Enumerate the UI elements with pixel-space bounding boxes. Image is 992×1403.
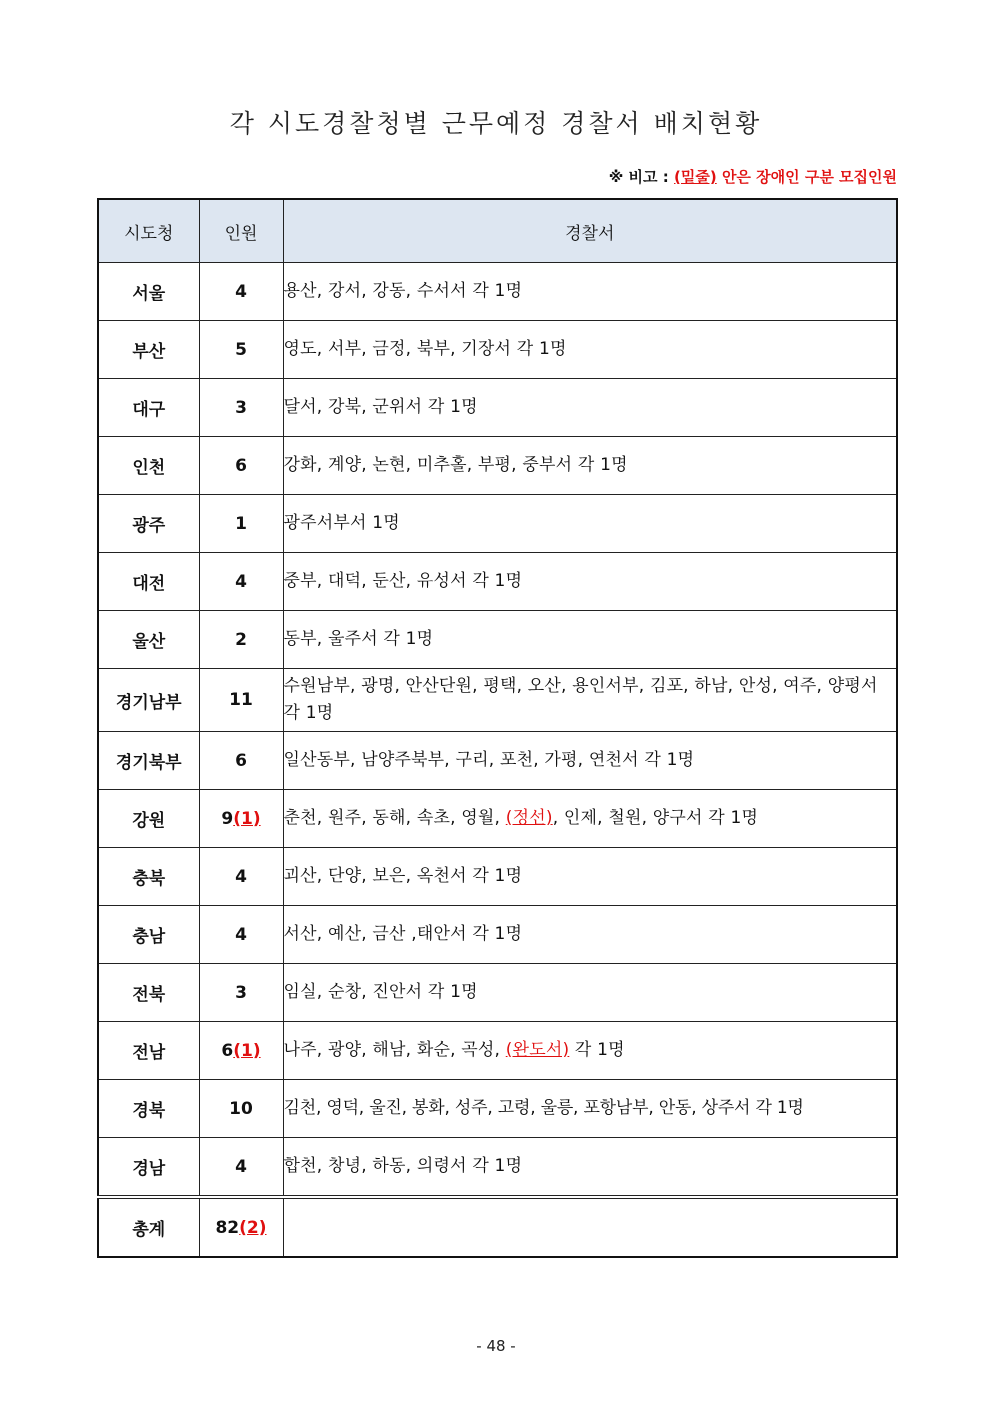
police-station-table bbox=[97, 198, 898, 1258]
header-count: 인원 bbox=[199, 199, 283, 263]
count-cell: 6 bbox=[199, 437, 283, 495]
table-row bbox=[98, 263, 897, 321]
table-row bbox=[98, 321, 897, 379]
count-cell: 3 bbox=[199, 379, 283, 437]
total-disabled-count: (2) bbox=[239, 1217, 267, 1238]
remark-note bbox=[609, 166, 897, 187]
stations-text: , 인제, 철원, 양구서 각 1명 bbox=[552, 808, 759, 828]
count-cell: 3 bbox=[199, 964, 283, 1022]
region-cell: 충남 bbox=[98, 906, 199, 964]
count-cell: 2 bbox=[199, 611, 283, 669]
count-cell: 4 bbox=[199, 848, 283, 906]
table-row bbox=[98, 732, 897, 790]
stations-text: 춘천, 원주, 동해, 속초, 영월, bbox=[283, 808, 506, 828]
region-cell: 경기북부 bbox=[98, 732, 199, 790]
table-row bbox=[98, 495, 897, 553]
count-cell: 5 bbox=[199, 321, 283, 379]
stations-cell: 영도, 서부, 금정, 북부, 기장서 각 1명 bbox=[283, 321, 897, 379]
region-cell: 전남 bbox=[98, 1022, 199, 1080]
region-cell: 경남 bbox=[98, 1138, 199, 1198]
stations-cell: 수원남부, 광명, 안산단원, 평택, 오산, 용인서부, 김포, 하남, 안성, 여주, 양평서 각 1명 bbox=[283, 669, 897, 732]
count-cell: 1 bbox=[199, 495, 283, 553]
disabled-station: (완도서) bbox=[505, 1040, 570, 1060]
region-cell: 충북 bbox=[98, 848, 199, 906]
region-cell: 광주 bbox=[98, 495, 199, 553]
table-row bbox=[98, 611, 897, 669]
region-cell: 경북 bbox=[98, 1080, 199, 1138]
total-stations-cell bbox=[283, 1197, 897, 1257]
count-cell: 4 bbox=[199, 1138, 283, 1198]
total-count-cell bbox=[199, 1197, 283, 1257]
table-row bbox=[98, 437, 897, 495]
header-region: 시도청 bbox=[98, 199, 199, 263]
total-label: 총계 bbox=[98, 1197, 199, 1257]
count-cell bbox=[199, 1022, 283, 1080]
remark-text: 안은 장애인 구분 모집인원 bbox=[721, 168, 897, 186]
stations-cell: 달서, 강북, 군위서 각 1명 bbox=[283, 379, 897, 437]
stations-cell bbox=[283, 1022, 897, 1080]
region-cell: 대전 bbox=[98, 553, 199, 611]
remark-underlined: (밑줄) bbox=[674, 168, 717, 186]
table-row bbox=[98, 906, 897, 964]
remark-label: ※ 비고 : bbox=[608, 168, 669, 186]
table-row bbox=[98, 790, 897, 848]
count-value: 9 bbox=[221, 808, 234, 829]
page-title: 각 시도경찰청별 근무예정 경찰서 배치현황 bbox=[229, 109, 763, 138]
stations-cell: 동부, 울주서 각 1명 bbox=[283, 611, 897, 669]
stations-cell: 강화, 계양, 논현, 미추홀, 부평, 중부서 각 1명 bbox=[283, 437, 897, 495]
count-cell: 6 bbox=[199, 732, 283, 790]
disabled-count: (1) bbox=[233, 808, 261, 829]
region-cell: 인천 bbox=[98, 437, 199, 495]
region-cell: 강원 bbox=[98, 790, 199, 848]
table-row bbox=[98, 1022, 897, 1080]
count-cell: 11 bbox=[199, 669, 283, 732]
table-row bbox=[98, 669, 897, 732]
header-stations: 경찰서 bbox=[283, 199, 897, 263]
count-cell: 10 bbox=[199, 1080, 283, 1138]
table-row bbox=[98, 553, 897, 611]
page-number: - 48 - bbox=[476, 1337, 516, 1355]
count-cell bbox=[199, 790, 283, 848]
table-row bbox=[98, 848, 897, 906]
stations-cell: 서산, 예산, 금산 ,태안서 각 1명 bbox=[283, 906, 897, 964]
count-cell: 4 bbox=[199, 553, 283, 611]
stations-cell: 임실, 순창, 진안서 각 1명 bbox=[283, 964, 897, 1022]
stations-cell: 괴산, 단양, 보은, 옥천서 각 1명 bbox=[283, 848, 897, 906]
region-cell: 전북 bbox=[98, 964, 199, 1022]
count-cell: 4 bbox=[199, 906, 283, 964]
stations-cell: 김천, 영덕, 울진, 봉화, 성주, 고령, 울릉, 포항남부, 안동, 상주서 각 1명 bbox=[283, 1080, 897, 1138]
stations-cell: 합천, 창녕, 하동, 의령서 각 1명 bbox=[283, 1138, 897, 1198]
table-header-row bbox=[98, 199, 897, 263]
region-cell: 경기남부 bbox=[98, 669, 199, 732]
stations-text: 각 1명 bbox=[569, 1040, 625, 1060]
stations-cell bbox=[283, 790, 897, 848]
region-cell: 울산 bbox=[98, 611, 199, 669]
stations-cell: 중부, 대덕, 둔산, 유성서 각 1명 bbox=[283, 553, 897, 611]
stations-cell: 용산, 강서, 강동, 수서서 각 1명 bbox=[283, 263, 897, 321]
region-cell: 부산 bbox=[98, 321, 199, 379]
table-row bbox=[98, 1138, 897, 1198]
table-row bbox=[98, 964, 897, 1022]
disabled-count: (1) bbox=[233, 1040, 261, 1061]
stations-cell: 광주서부서 1명 bbox=[283, 495, 897, 553]
count-cell: 4 bbox=[199, 263, 283, 321]
total-count: 82 bbox=[215, 1217, 240, 1238]
table-row bbox=[98, 1080, 897, 1138]
region-cell: 대구 bbox=[98, 379, 199, 437]
region-cell: 서울 bbox=[98, 263, 199, 321]
disabled-station: (정선) bbox=[505, 808, 553, 828]
total-row bbox=[98, 1197, 897, 1257]
stations-cell: 일산동부, 남양주북부, 구리, 포천, 가평, 연천서 각 1명 bbox=[283, 732, 897, 790]
count-value: 6 bbox=[221, 1040, 234, 1061]
table-row bbox=[98, 379, 897, 437]
stations-text: 나주, 광양, 해남, 화순, 곡성, bbox=[283, 1040, 506, 1060]
